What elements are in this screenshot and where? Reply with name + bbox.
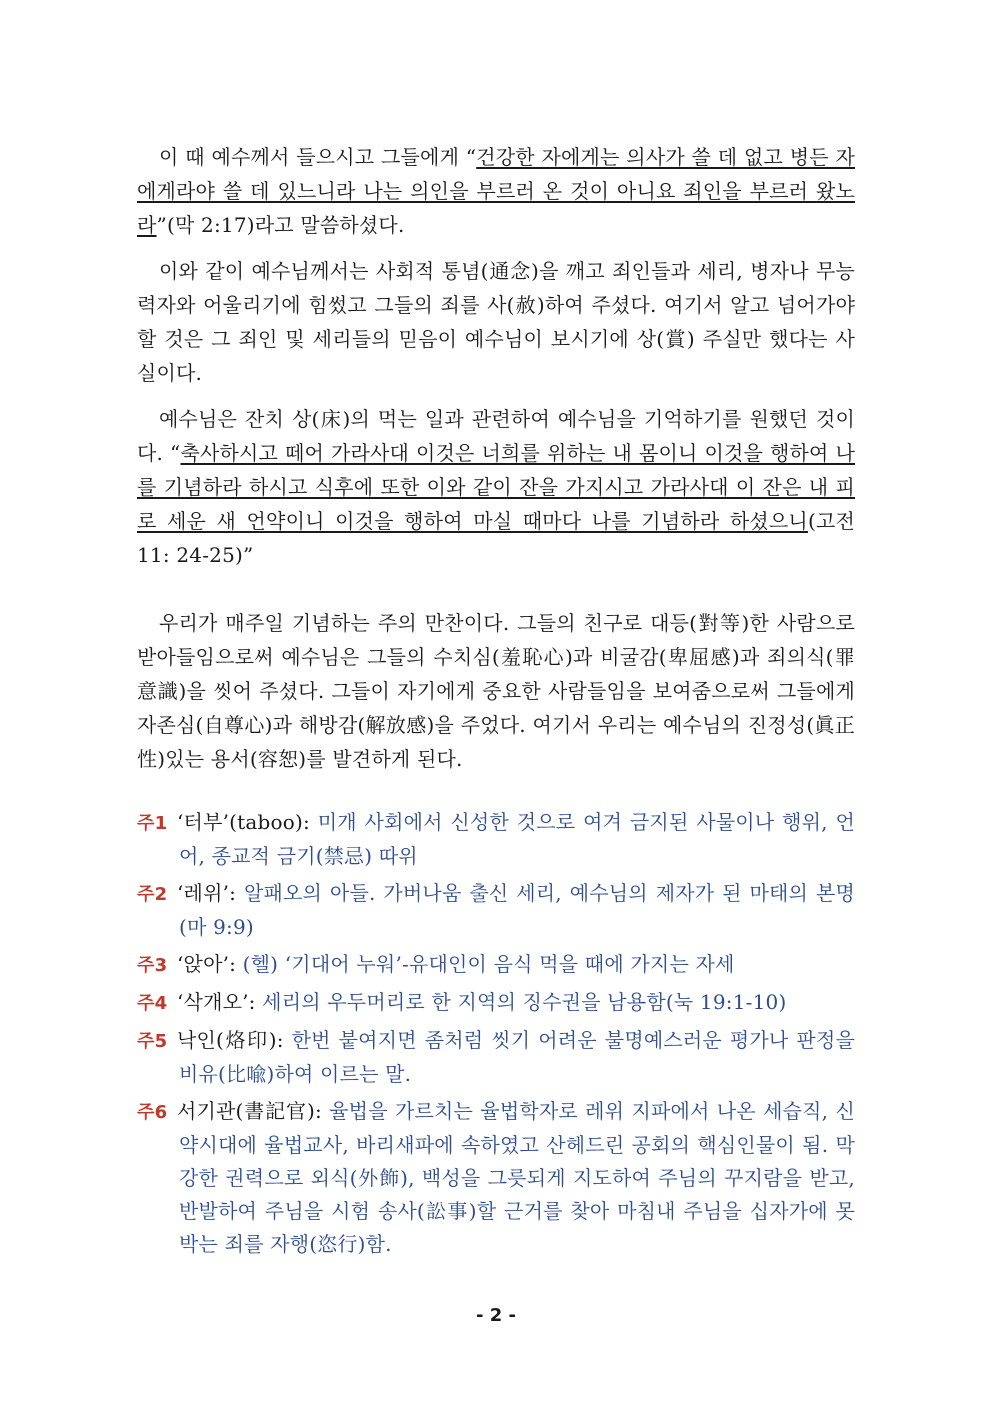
document-page	[137, 140, 855, 1265]
footnote-description: 미개 사회에서 신성한 것으로 여겨 금지된 사물이나 행위, 언어, 종교적 금기(禁忌) 따위	[179, 810, 855, 868]
footnote-term: 서기관(書記官):	[177, 1099, 330, 1123]
paragraph-4: 우리가 매주일 기념하는 주의 만찬이다. 그들의 친구로 대등(對等)한 사람으로 받아들임으로써 예수님은 그들의 수치심(羞恥心)과 비굴감(卑屈感)과 죄의식(罪意識)을 씻어 주셨다. 그들이 자기에게 중요한 사람들임을 보여줌으로써 그들에게 자존심(自尊心)과 해방감(解放感)을 주었다. 여기서 우리는 예수님의 진정성(眞正性)있는 용서(容恕)를 발견하게 된다.	[137, 611, 855, 771]
page-number: - 2 -	[476, 1305, 516, 1326]
footnotes	[137, 806, 855, 1261]
footnote-term: ‘터부’(taboo):	[177, 810, 318, 834]
paragraph-3	[137, 402, 855, 572]
paragraph-1-lead: 이 때 예수께서 들으시고 그들에게 “	[159, 145, 477, 169]
footnote-label: 주4	[137, 993, 168, 1014]
footnote-5	[137, 1024, 855, 1091]
footnote-term: ‘삭개오’:	[177, 990, 263, 1014]
paragraph-3-quote: 축사하시고 떼어 가라사대 이것은 너희를 위하는 내 몸이니 이것을 행하여 나를 기념하라 하시고 식후에 또한 이와 같이 잔을 가지시고 가라사대 이 잔은 내 피로 세운 새 언약이니 이것을 행하여 마실 때마다 나를 기념하라 하셨으니	[137, 441, 855, 533]
paragraph-3-lead: 예수님은 잔치 상(床)의 먹는 일과 관련하여 예수님을 기억하기를 원했던 것이다. “	[137, 407, 855, 465]
footnote-1	[137, 806, 855, 873]
footnote-3	[137, 948, 855, 982]
footnote-label: 주5	[137, 1031, 168, 1052]
footnote-term: 낙인(烙印):	[177, 1028, 292, 1052]
footnote-description: (헬) ‘기대어 누워’-유대인이 음식 먹을 때에 가지는 자세	[242, 952, 735, 976]
footnote-label: 주1	[137, 813, 168, 834]
paragraph-1-citation: ”(막 2:17)라고 말씀하셨다.	[156, 213, 405, 237]
footnote-description: 한번 붙여지면 좀처럼 씻기 어려운 불명예스러운 평가나 판정을 비유(比喩)하여 이르는 말.	[179, 1028, 855, 1086]
footnote-description: 알패오의 아들. 가버나움 출신 세리, 예수님의 제자가 된 마태의 본명(마 9:9)	[179, 881, 855, 939]
footnote-term: ‘레위’:	[177, 881, 244, 905]
footnote-4	[137, 986, 855, 1020]
footnote-label: 주3	[137, 955, 168, 976]
paragraph-3-citation: (고전 11: 24-25)”	[137, 509, 855, 567]
paragraph-2: 이와 같이 예수님께서는 사회적 통념(通念)을 깨고 죄인들과 세리, 병자나 무능력자와 어울리기에 힘썼고 그들의 죄를 사(赦)하여 주셨다. 여기서 알고 넘어가야 할 것은 그 죄인 및 세리들의 믿음이 예수님이 보시기에 상(賞) 주실만 했다는 사실이다.	[137, 259, 855, 385]
footnote-2	[137, 877, 855, 944]
paragraph-1	[137, 140, 855, 242]
paragraph-1-quote: 건강한 자에게는 의사가 쓸 데 없고 병든 자에게라야 쓸 데 있느니라 나는 의인을 부르러 온 것이 아니요 죄인을 부르러 왔노라	[137, 145, 855, 237]
footnote-label: 주2	[137, 884, 168, 905]
footnote-label: 주6	[137, 1102, 168, 1123]
footnote-description: 율법을 가르치는 율법학자로 레위 지파에서 나온 세습직, 신약시대에 율법교사, 바리새파에 속하였고 산헤드린 공회의 핵심인물이 됨. 막강한 권력으로 외식(外飾), 백성을 그릇되게 지도하여 주님의 꾸지람을 받고, 반발하여 주님을 시험 송사(訟事)할 근거를 찾아 마침내 주님을 십자가에 못박는 죄를 자행(恣行)함.	[179, 1099, 855, 1256]
footnote-description: 세리의 우두머리로 한 지역의 징수권을 남용함(눅 19:1-10)	[262, 990, 787, 1014]
footnote-6	[137, 1095, 855, 1261]
footnote-term: ‘앉아’:	[177, 952, 243, 976]
